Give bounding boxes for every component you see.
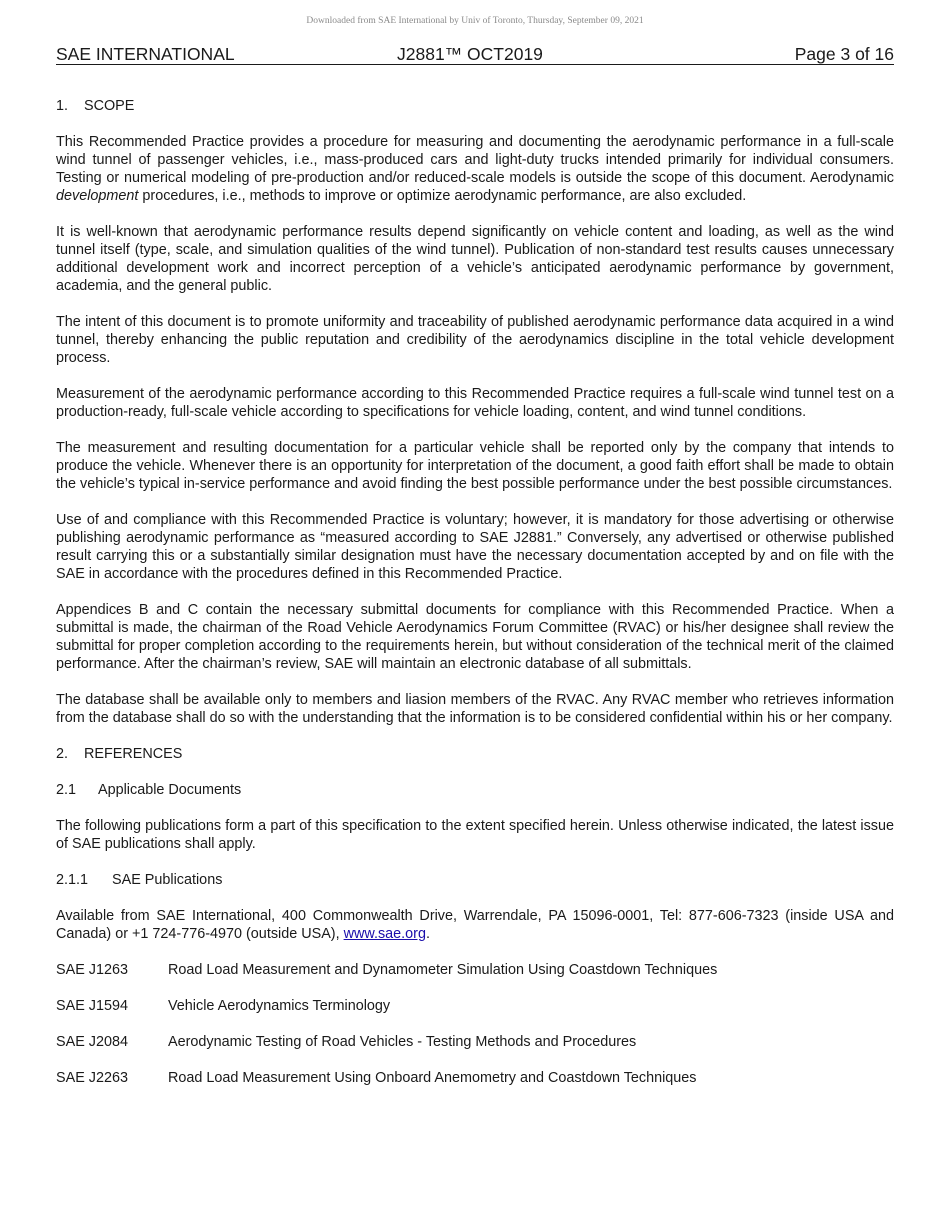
section-2-1-heading xyxy=(56,781,894,799)
section-1-heading xyxy=(56,97,894,115)
availability-text: Available from SAE International, 400 Commonwealth Drive, Warrendale, PA 15096-0001, Tel: 877-606-7323 (inside USA and Canada) or +1 724-776-4970 (outside USA), xyxy=(56,908,894,942)
scope-paragraph-8: The database shall be available only to members and liasion members of the RVAC. Any RVAC member who retrieves information from the database shall do so with the understanding that the information is to be considered confidential within his or her company. xyxy=(56,692,894,726)
document-body xyxy=(56,97,894,1105)
reference-title: Road Load Measurement and Dynamometer Simulation Using Coastdown Techniques xyxy=(168,962,718,978)
scope-paragraph-2: It is well-known that aerodynamic performance results depend significantly on vehicle content and loading, as well as the wind tunnel itself (type, scale, and simulation qualities of the wind tunnel). Publication of non-standard test results causes unnecessary additional development work and incorrect perception of a vehicle’s anticipated aerodynamic performance by government, academia, and the general public. xyxy=(56,224,894,294)
scope-paragraph-7: Appendices B and C contain the necessary submittal documents for compliance with this Recommended Practice. When a submittal is made, the chairman of the Road Vehicle Aerodynamics Forum Committee (RVAC) or his/her designee shall review the submittal for proper completion according to the requirements herein, but without consideration of the technical merit of the claimed performance. After the chairman’s review, SAE will maintain an electronic database of all submittals. xyxy=(56,602,894,672)
header-organization: SAE INTERNATIONAL xyxy=(56,44,235,64)
scope-paragraph-6: Use of and compliance with this Recommended Practice is voluntary; however, it is mandatory for those advertising or otherwise publishing aerodynamic performance as “measured according to SAE J2881.” Conversely, any advertised or otherwise published result carrying this or a substantially similar designation must have the necessary documentation accepted by and on file with the SAE in accordance with the procedures defined in this Recommended Practice. xyxy=(56,512,894,582)
reference-id: SAE J1594 xyxy=(56,998,129,1014)
scope-p1-text-a: This Recommended Practice provides a procedure for measuring and documenting the aerodynamic performance in a full-scale wind tunnel of passenger vehicles, i.e., mass-produced cars and light-duty trucks intended primarily for individual consumers. Testing or numerical modeling of pre-production and/or reduced-scale models is outside the scope of this document. Aerodynamic xyxy=(56,134,894,186)
section-2-1-title: Applicable Documents xyxy=(98,782,242,798)
applicable-documents-paragraph: The following publications form a part of this specification to the extent specified herein. Unless otherwise indicated, the latest issue of SAE publications shall apply. xyxy=(56,818,894,852)
section-2-1-1-title: SAE Publications xyxy=(112,872,223,888)
scope-p1-italic: development xyxy=(56,188,139,204)
section-1-number: 1. xyxy=(56,98,69,114)
header-page-number: Page 3 of 16 xyxy=(794,44,894,64)
reference-row xyxy=(56,997,894,1015)
scope-paragraph-3: The intent of this document is to promote uniformity and traceability of published aerodynamic performance data acquired in a wind tunnel, thereby enhancing the public reputation and credibility of the aerodynamics discipline in the total vehicle development process. xyxy=(56,314,894,366)
section-2-heading xyxy=(56,745,894,763)
reference-id: SAE J2263 xyxy=(56,1070,129,1086)
reference-id: SAE J1263 xyxy=(56,962,129,978)
section-2-title: REFERENCES xyxy=(84,746,183,762)
scope-paragraph-1 xyxy=(56,133,894,205)
reference-title: Road Load Measurement Using Onboard Anemometry and Coastdown Techniques xyxy=(168,1070,697,1086)
page-header xyxy=(56,44,894,65)
reference-row xyxy=(56,1033,894,1051)
reference-title: Aerodynamic Testing of Road Vehicles - Testing Methods and Procedures xyxy=(168,1034,637,1050)
section-2-number: 2. xyxy=(56,746,69,762)
availability-period: . xyxy=(425,926,430,942)
section-1-title: SCOPE xyxy=(84,98,135,114)
reference-row xyxy=(56,1069,894,1087)
header-document-number: J2881™ OCT2019 xyxy=(397,44,543,64)
download-watermark: Downloaded from SAE International by Univ of Toronto, Thursday, September 09, 2021 xyxy=(306,16,644,26)
reference-id: SAE J2084 xyxy=(56,1034,129,1050)
scope-p1-text-b: procedures, i.e., methods to improve or optimize aerodynamic performance, are also excluded. xyxy=(138,188,747,204)
sae-website-link[interactable]: www.sae.org xyxy=(343,926,426,942)
section-2-1-1-number: 2.1.1 xyxy=(56,872,89,888)
scope-paragraph-4: Measurement of the aerodynamic performance according to this Recommended Practice requires a full-scale wind tunnel test on a production-ready, full-scale vehicle according to specifications for vehicle loading, content, and wind tunnel conditions. xyxy=(56,386,894,420)
reference-title: Vehicle Aerodynamics Terminology xyxy=(168,998,391,1014)
section-2-1-1-heading xyxy=(56,871,894,889)
reference-row xyxy=(56,961,894,979)
section-2-1-number: 2.1 xyxy=(56,782,77,798)
availability-paragraph xyxy=(56,907,894,943)
scope-paragraph-5: The measurement and resulting documentation for a particular vehicle shall be reported only by the company that intends to produce the vehicle. Whenever there is an opportunity for interpretation of the document, a good faith effort shall be made to obtain the vehicle’s typical in-service performance and avoid finding the best possible performance under the best possible circumstances. xyxy=(56,440,894,492)
